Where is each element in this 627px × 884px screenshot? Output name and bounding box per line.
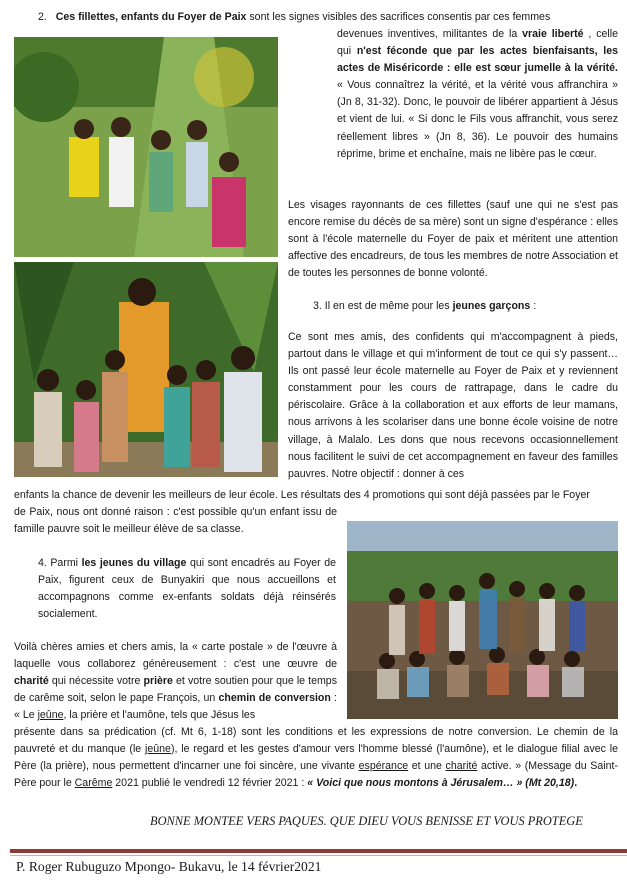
- photo-girls: [14, 37, 278, 257]
- signature: P. Roger Rubuguzo Mpongo- Bukavu, le 14 février2021: [16, 859, 322, 874]
- section2-emphasis: n'est féconde que par les actes bienfaisants, les actes de Miséricorde : elle est sœur jumelle à la vérité.: [337, 45, 618, 75]
- section2-liberte: vraie liberté: [522, 28, 584, 40]
- cont-careme: Carême: [74, 777, 113, 790]
- section2-paragraph: [38, 9, 618, 26]
- section3-heading: 3. Il en est de même pour les jeunes garçons :: [313, 300, 537, 312]
- section2-cont-text: , celle qui: [337, 28, 618, 58]
- carte-charite: charité: [14, 675, 49, 688]
- footer-rule-thin: [10, 855, 627, 856]
- cont-jeune: jeûne: [145, 743, 171, 756]
- section2-verse: « Vous connaîtrez la vérité, et la vérité vous affranchira » (Jn 8, 31-32). Donc, le pouvoir de libérer appartient à Jésus et vient de lui. « Si donc le Fils vous affranchit, vous serez réellement libres » (Jn 8, 36). Le pouvoir des humains réprime, brime et enchaîne, mais ne libère pas le cœur.: [337, 79, 618, 160]
- section4-paragraph: 4. Parmi les jeunes du village qui sont encadrés au Foyer de Paix, figurent ceux de Bunyakiri que nous accueillons et accompagnons comme ex-enfants soldats déjà réinsérés socialement.: [38, 557, 337, 621]
- cont-charite: charité: [445, 760, 478, 773]
- faces-paragraph: Les visages rayonnants de ces fillettes (sauf une qui ne s'est pas encore remise du décès de sa mère) sont un signe d'espérance : elles sont à l'école maternelle du Foyer de paix et méritent une attention affective des encadreurs, de tous les membres de notre Association et de toutes les personnes de bonne volonté.: [288, 199, 618, 280]
- carte-continuation: présente dans sa prédication (cf. Mt 6, 1-18) sont les conditions et les expressions de notre conversion. Le chemin de la pauvreté et du manque (le jeûne), le regard et les gestes d'amour vers l'homme blessé (l'aumône), et le dialogue filial avec le Père (la prière), nous permettent d'incarner une foi sincère, une vivante espérance et une charité active. » (Message du Saint-Père pour le Carême 2021 publié le vendredi 12 février 2021 : « Voici que nous montons à Jérusalem… » (Mt 20,18).: [14, 726, 619, 790]
- section2-number: 2.: [38, 11, 47, 23]
- section2-continuation: [337, 26, 618, 163]
- message-title: « Voici que nous montons à Jérusalem… » (Mt 20,18): [307, 777, 575, 790]
- carte-chemin: chemin de conversion: [218, 692, 331, 705]
- closing-blessing: BONNE MONTEE VERS PAQUES. QUE DIEU VOUS BENISSE ET VOUS PROTEGE: [150, 814, 583, 828]
- boys-continuation-line1: enfants la chance de devenir les meilleurs de leur école. Les résultats des 4 promotions qui sont déjà passées par le Foyer: [14, 489, 590, 501]
- carte-jeune: jeûne: [37, 709, 64, 722]
- section2-wrap-text: devenues inventives, militantes de la: [337, 28, 523, 40]
- carte-paragraph: Voilà chères amies et chers amis, la « carte postale » de l'œuvre à laquelle vous collaborez généreusement : c'est une œuvre de charité qui nécessite votre prière et votre soutien pour que le temps de carême soit, selon le pape François, un chemin de conversion : « Le jeûne, la prière et l'aumône, tels que Jésus les: [14, 641, 337, 722]
- section4-village-youth: les jeunes du village: [81, 557, 187, 569]
- boys-paragraph: Ce sont mes amis, des confidents qui m'accompagnent à pieds, partout dans le village et qui m'informent de tout ce qui s'y passent… Ils ont passé leur école maternelle au Foyer de Paix et y reviennent constamment pour les cours de rattrapage, dans le cadre du périscolaire. Grâce à la collaboration et aux efforts de leur mamans, nous arrivons à les scolariser dans une bonne école voisine de notre village, à Malalo. Les dons que nous recevons occasionnellement nous facilitent le suivi de cet accompagnement en faveur des familles pauvres. Notre objectif : donner à ces: [288, 331, 618, 480]
- section3-boys: jeunes garçons: [452, 300, 531, 312]
- boys-continuation-line2: de Paix, nous ont donné raison : c'est possible qu'un enfant issu de famille pauvre soit le meilleur élève de sa classe.: [14, 506, 337, 536]
- section2-text: sont les signes visibles des sacrifices consentis par ces femmes: [246, 11, 551, 23]
- section2-lead: Ces fillettes, enfants du Foyer de Paix: [55, 11, 247, 23]
- photo-village-youth: [347, 521, 618, 719]
- carte-priere: prière: [143, 675, 173, 688]
- photo-boys: [14, 262, 278, 477]
- footer-rule-thick: [10, 849, 627, 853]
- cont-esperance: espérance: [358, 760, 409, 773]
